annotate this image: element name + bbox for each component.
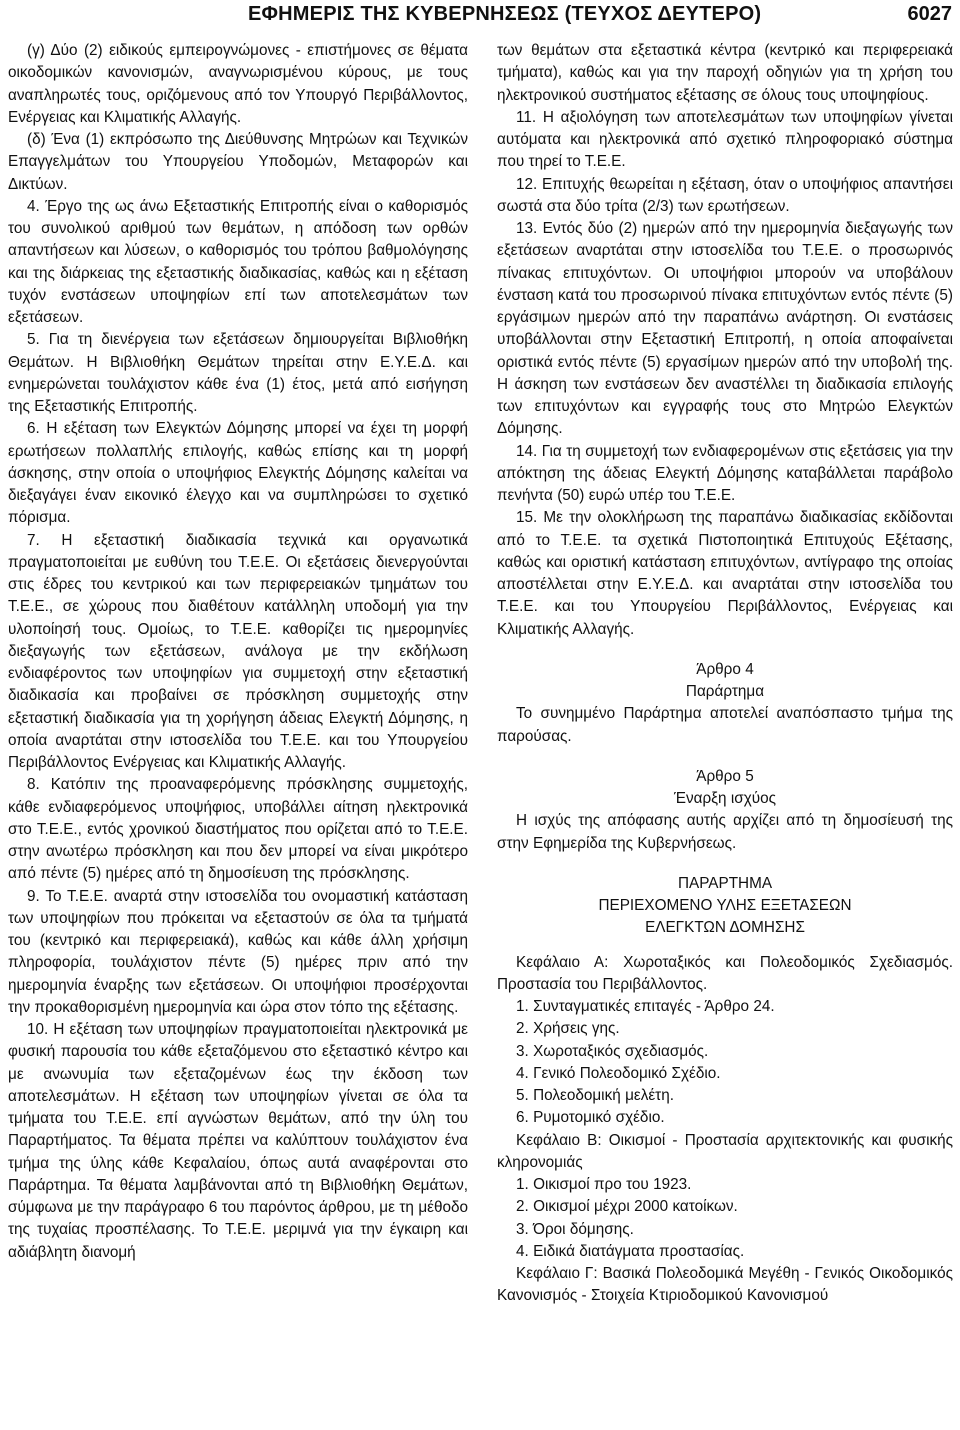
chapter-a-heading: Κεφάλαιο Α: Χωροταξικός και Πολεοδομικός Σχεδιασμός. Προστασία του Περιβάλλοντος.	[497, 953, 953, 993]
paragraph-4: 4. Έργο της ως άνω Εξεταστικής Επιτροπής είναι ο καθορισμός του συνολικού αριθμού των θεμάτων, η απόδοση των ορθών απαντήσεων και λύσεων, ο καθορισμός του τρόπου βαθμολόγησης και της διάρκειας της εξεταστικής διαδικασίας, καθώς και η εξέταση τυχόν ενστάσεων υποψηφίων επί των αποτελεσμάτων των εξετάσεων.	[8, 197, 468, 326]
list-item: 1. Οικισμοί προ του 1923.	[516, 1176, 692, 1193]
chapter-b-heading: Κεφάλαιο Β: Οικισμοί - Προστασία αρχιτεκτονικής και φυσικής κληρονομιάς	[497, 1131, 953, 1171]
paragraph-13: 13. Εντός δύο (2) ημερών από την ημερομηνία διεξαγωγής των εξετάσεων αναρτάται στην ιστοσελίδα του Τ.Ε.Ε. ο προσωρινός πίνακας επιτυχόντων. Οι υποψήφιοι μπορούν να υποβάλουν ένσταση κατά του προσωρινού πίνακα επιτυχόντων εντός πέντε (5) εργάσιμων ημερών από την παραπάνω ανάρτηση. Οι ενστάσεις υποβάλλονται στην Εξεταστική Επιτροπή, η οποία αποφαίνεται οριστικά εντός πέντε (5) εργασίμων ημερών από την υποβολή της. Η άσκηση των ενστάσεων δεν αναστέλλει τη διαδικασία επιλογής των επιτυχόντων και εγγραφής τους στο Μητρώο Ελεγκτών Δόμησης.	[497, 220, 953, 438]
list-item: 4. Γενικό Πολεοδομικό Σχέδιο.	[516, 1064, 721, 1082]
list-item: 3. Όροι δόμησης.	[516, 1220, 634, 1238]
list-item: 3. Χωροταξικός σχεδιασμός.	[516, 1042, 709, 1060]
page-number: 6027	[907, 3, 952, 25]
paragraph-5: 5. Για τη διενέργεια των εξετάσεων δημιουργείται Βιβλιοθήκη Θεμάτων. Η Βιβλιοθήκη Θεμάτων τηρείται στην Ε.Υ.Ε.Δ. και ενημερώνεται τουλάχιστον κάθε ένα (1) έτος, μετά από εισήγηση της Εξεταστικής Επιτροπής.	[8, 331, 468, 415]
paragraph-8: 8. Κατόπιν της προαναφερόμενης πρόσκλησης συμμετοχής, κάθε ενδιαφερόμενος υποψήφιος, υποβάλλει αίτηση ηλεκτρονικά στο Τ.Ε.Ε., εντός χρονικού διαστήματος που ορίζεται από το Τ.Ε.Ε. στην ανωτέρω πρόσκληση και που δεν μπορεί να είναι μικρότερο από πέντε (5) ημέρες από τη δημοσίευση της πρόσκλησης.	[8, 776, 468, 883]
paragraph-member-d: (δ) Ένα (1) εκπρόσωπο της Διεύθυνσης Μητρώων και Τεχνικών Επαγγελμάτων του Υπουργείου Υποδομών, Μεταφορών και Δικτύων.	[8, 131, 468, 193]
article-5-title: Άρθρο 5	[696, 767, 754, 785]
paragraph-10-continued: των θεμάτων στα εξεταστικά κέντρα (κεντρικό και περιφερειακά τμήματα), καθώς και για την παροχή οδηγιών για τη χρήση του ηλεκτρονικού συστήματος εξέτασης σε όλους τους υποψηφίους.	[497, 42, 953, 104]
list-item: 1. Συνταγματικές επιταγές - Άρθρο 24.	[516, 998, 775, 1015]
right-column	[497, 40, 953, 1308]
paragraph-14: 14. Για τη συμμετοχή των ενδιαφερομένων στις εξετάσεις για την απόκτηση της άδειας Ελεγκτή Δόμησης καταβάλλεται παράβολο πενήντα (50) ευρώ υπέρ του Τ.Ε.Ε.	[497, 442, 953, 504]
article-4-text: Το συνημμένο Παράρτημα αποτελεί αναπόσπαστο τμήμα της παρούσας.	[497, 705, 953, 745]
article-4-subtitle: Παράρτημα	[685, 683, 765, 700]
article-5-subtitle: Έναρξη ισχύος	[673, 790, 776, 807]
left-column	[8, 40, 468, 1264]
annex-subtitle-line1: ΠΕΡΙΕΧΟΜΕΝΟ ΥΛΗΣ ΕΞΕΤΑΣΕΩΝ	[598, 897, 852, 914]
article-4-title: Άρθρο 4	[696, 660, 754, 678]
list-item: 5. Πολεοδομική μελέτη.	[516, 1087, 674, 1104]
list-item: 2. Οικισμοί μέχρι 2000 κατοίκων.	[516, 1198, 738, 1216]
list-item: 6. Ρυμοτομικό σχέδιο.	[516, 1109, 665, 1127]
paragraph-12: 12. Επιτυχής θεωρείται η εξέταση, όταν ο υποψήφιος απαντήσει σωστά στα δύο τρίτα (2/3) των ερωτήσεων.	[497, 175, 953, 215]
paragraph-6: 6. Η εξέταση των Ελεγκτών Δόμησης μπορεί να έχει τη μορφή ερωτήσεων πολλαπλής επιλογής, καθώς επίσης και τη μορφή άσκησης, στην οποία ο υποψήφιος Ελεγκτής Δόμησης καλείται να διεξαγάγει έναν εικονικό έλεγχο και να συμπληρώσει το σχετικό πόρισμα.	[8, 420, 468, 527]
paragraph-9: 9. Το Τ.Ε.Ε. αναρτά στην ιστοσελίδα του ονομαστική κατάσταση των υποψηφίων που πρόκειται να εξεταστούν σε όλα τα τμήματά του (κεντρικό και περιφερειακά), καθώς και κάθε άλλη χρήσιμη πληροφορία, τουλάχιστον πέντε (5) ημέρες πριν από την ημερομηνία έναρξης των εξετάσεων. Οι υποψήφιοι προσέρχονται την προκαθορισμένη ημερομηνία και ώρα στον τόπο της εξέτασης.	[8, 887, 468, 1016]
chapter-c-heading: Κεφάλαιο Γ: Βασικά Πολεοδομικά Μεγέθη - Γενικός Οικοδομικός Κανονισμός - Στοιχεία Κτιριοδομικού Κανονισμού	[497, 1265, 953, 1305]
article-5-text: Η ισχύς της απόφασης αυτής αρχίζει από τη δημοσίευσή της στην Εφημερίδα της Κυβερνήσεως.	[497, 812, 953, 852]
paragraph-11: 11. Η αξιολόγηση των αποτελεσμάτων των υποψηφίων γίνεται αυτόματα και ηλεκτρονικά από σχετικό πληροφοριακό σύστημα που τηρεί το Τ.Ε.Ε.	[497, 108, 953, 171]
page-header	[0, 0, 960, 34]
list-item: 4. Ειδικά διατάγματα προστασίας.	[516, 1242, 745, 1260]
paragraph-10: 10. Η εξέταση των υποψηφίων πραγματοποιείται ηλεκτρονικά με φυσική παρουσία του κάθε εξεταζόμενου στο εξεταστικό κέντρο και με ανωνυμία των εξεταζομένων έως την έκδοση των αποτελεσμάτων. Η εξέταση των υποψηφίων γίνεται σε όλα τα τμήματα του Τ.Ε.Ε. επί αγνώστων θεμάτων, από την ύλη του Παραρτήματος. Τα θέματα πρέπει να καλύπτουν τουλάχιστον ένα τμήμα της ύλης κάθε Κεφαλαίου, όπως αυτά αναφέρονται στο Παράρτημα. Τα θέματα λαμβάνονται από τη Βιβλιοθήκη Θεμάτων, σύμφωνα με την παράγραφο 6 του παρόντος άρθρου, με τη μέθοδο της τυχαίας προσπέλασης. Το Τ.Ε.Ε. μεριμνά για την έγκαιρη και αδιάβλητη διανομή	[8, 1021, 468, 1261]
annex-title: ΠΑΡΑΡΤΗΜΑ	[677, 874, 773, 892]
gazette-title: ΕΦΗΜΕΡΙΣ ΤΗΣ ΚΥΒΕΡΝΗΣΕΩΣ (ΤΕΥΧΟΣ ΔΕΥΤΕΡΟ)	[248, 3, 762, 25]
paragraph-member-c: (γ) Δύο (2) ειδικούς εμπειρογνώμονες - επιστήμονες σε θέματα οικοδομικών κανονισμών, αναγνωρισμένου κύρους, με τους αναπληρωτές τους, οριζόμενους από τον Υπουργό Περιβάλλοντος, Ενέργειας και Κλιματικής Αλλαγής.	[8, 42, 468, 126]
list-item: 2. Χρήσεις γης.	[516, 1020, 620, 1038]
paragraph-15: 15. Με την ολοκλήρωση της παραπάνω διαδικασίας εκδίδονται από το Τ.Ε.Ε. τα σχετικά Πιστοποιητικά Επιτυχούς Εξέτασης, καθώς και οριστική κατάσταση επιτυχόντων, αντίγραφο της οποίας αποστέλλεται στην Ε.Υ.Ε.Δ. και αναρτάται στην ιστοσελίδα του Τ.Ε.Ε. και του Υπουργείου Περιβάλλοντος, Ενέργειας και Κλιματικής Αλλαγής.	[497, 509, 953, 638]
paragraph-7: 7. Η εξεταστική διαδικασία τεχνικά και οργανωτικά πραγματοποιείται με ευθύνη του Τ.Ε.Ε. Οι εξετάσεις διενεργούνται στις έδρες του κεντρικού και των περιφερειακών τμημάτων του Τ.Ε.Ε., σε χώρους που διαθέτουν κατάλληλη υποδομή για την υλοποίησή τους. Ομοίως, το Τ.Ε.Ε. καθορίζει τις ημερομηνίες διεξαγωγής των εξετάσεων, ανάλογα με την εκδήλωση ενδιαφέροντος των υποψηφίων για συμμετοχή στην εξεταστική διαδικασία και προβαίνει σε πρόσκληση συμμετοχής στην εξεταστική διαδικασία για τη χορήγηση άδειας Ελεγκτή Δόμησης, η οποία αναρτάται στην ιστοσελίδα του Τ.Ε.Ε. και του Υπουργείου Περιβάλλοντος Ενέργειας και Κλιματικής Αλλαγής.	[8, 531, 468, 771]
annex-subtitle-line2: ΕΛΕΓΚΤΩΝ ΔΟΜΗΣΗΣ	[645, 919, 805, 937]
